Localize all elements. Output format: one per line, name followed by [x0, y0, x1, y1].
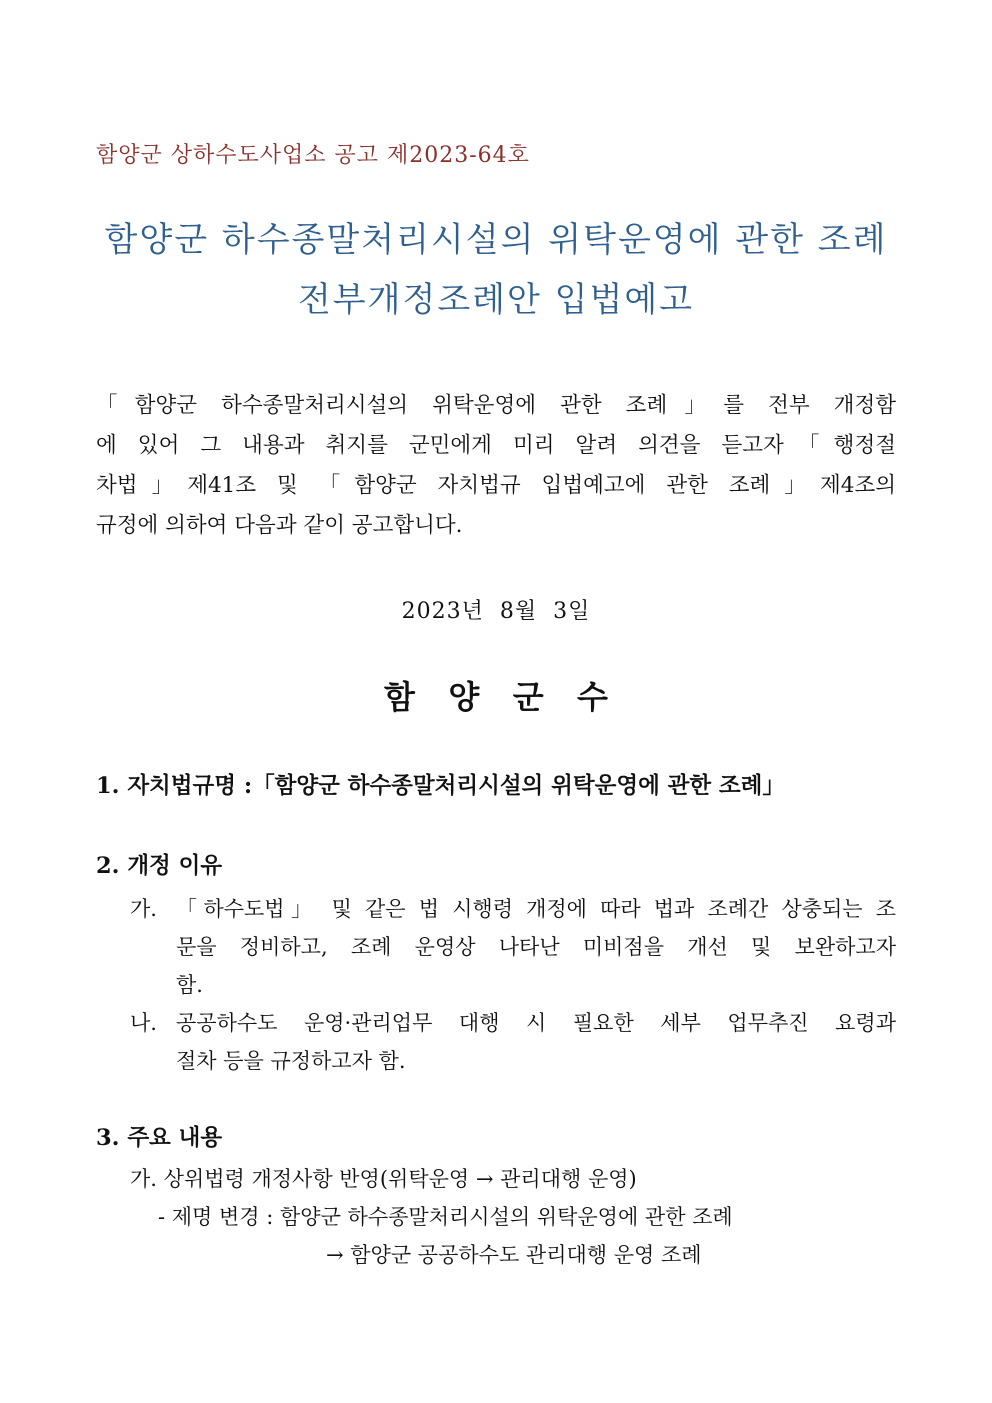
- title-line-2: 전부개정조례안 입법예고: [297, 280, 695, 320]
- item-marker: 가.: [130, 897, 157, 921]
- document-title: [60, 210, 932, 330]
- item-line: 공공하수도 운영·관리업무 대행 시 필요한 세부 업무추진 요령과: [176, 1011, 896, 1035]
- section-2-list: [130, 890, 896, 1080]
- sub-item: - 제명 변경 : 함양군 하수종말처리시설의 위탁운영에 관한 조례: [158, 1205, 733, 1229]
- sub-item-continuation: → 함양군 공공하수도 관리대행 운영 조례: [326, 1243, 702, 1267]
- list-item: [130, 890, 896, 1004]
- item-line: 절차 등을 규정하고자 함.: [176, 1049, 406, 1073]
- list-item: 가. 상위법령 개정사항 반영(위탁운영 → 관리대행 운영): [130, 1167, 637, 1191]
- issuer-name: 함 양 군 수: [384, 678, 608, 716]
- title-line-1: 함양군 하수종말처리시설의 위탁운영에 관한 조례: [104, 220, 888, 260]
- notice-number: 함양군 상하수도사업소 공고 제2023-64호: [96, 143, 530, 168]
- section-3-list: [130, 1160, 896, 1274]
- section-1-heading: 1. 자치법규명 :「함양군 하수종말처리시설의 위탁운영에 관한 조례」: [96, 773, 785, 799]
- section-3-heading: 3. 주요 내용: [96, 1125, 223, 1151]
- item-marker: 나.: [130, 1011, 157, 1035]
- item-line: 「하수도법」 및 같은 법 시행령 개정에 따라 법과 조례간 상충되는 조: [176, 897, 896, 921]
- intro-paragraph: [96, 386, 896, 546]
- intro-line-2: 에 있어 그 내용과 취지를 군민에게 미리 알려 의견을 듣고자「행정절: [96, 433, 896, 458]
- list-item: [130, 1004, 896, 1080]
- item-line: 문을 정비하고, 조례 운영상 나타난 미비점을 개선 및 보완하고자: [176, 935, 896, 959]
- notice-date: 2023년 8월 3일: [401, 599, 591, 624]
- intro-line-3: 차법」제41조 및 「함양군 자치법규 입법예고에 관한 조례」제4조의: [96, 473, 896, 498]
- intro-line-4: 규정에 의하여 다음과 같이 공고합니다.: [96, 513, 463, 538]
- intro-line-1: 「함양군 하수종말처리시설의 위탁운영에 관한 조례」를 전부 개정함: [96, 393, 896, 418]
- item-line: 함.: [176, 973, 203, 997]
- section-2-heading: 2. 개정 이유: [96, 853, 223, 879]
